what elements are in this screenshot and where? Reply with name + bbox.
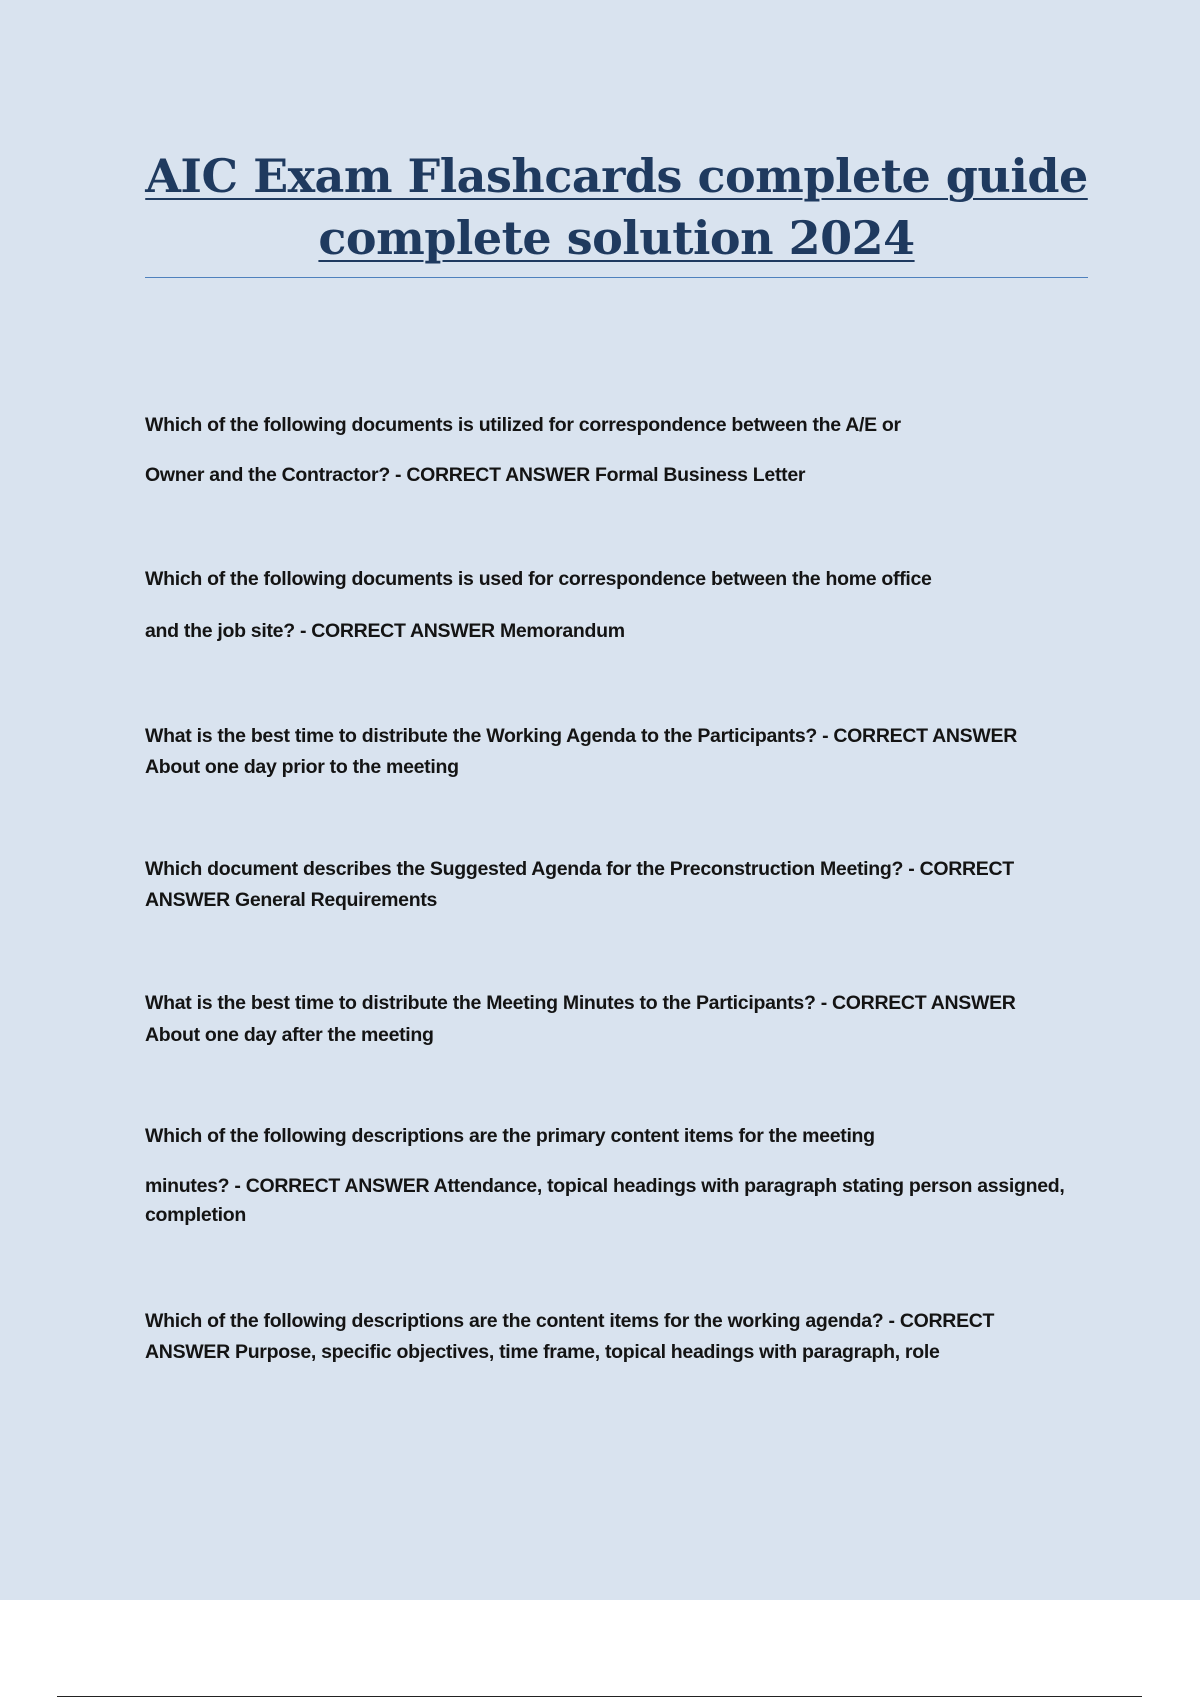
- flashcard-line: What is the best time to distribute the Meeting Minutes to the Participants? - CORRECT ANSWER: [145, 992, 1016, 1014]
- flashcard-line: What is the best time to distribute the Working Agenda to the Participants? - CORRECT ANSWER: [145, 725, 1017, 747]
- flashcard-item: [145, 412, 1085, 488]
- flashcard-line: completion: [145, 1204, 247, 1226]
- flashcard-item: [145, 721, 1085, 783]
- flashcard-item: [145, 566, 1085, 644]
- flashcard-line: ANSWER General Requirements: [145, 889, 438, 911]
- flashcard-line: Which of the following descriptions are the content items for the working agenda? - CORRECT: [145, 1310, 995, 1332]
- flashcard-line: About one day prior to the meeting: [145, 756, 459, 778]
- document-title: [145, 145, 1088, 269]
- title-divider: [145, 277, 1088, 278]
- flashcard-line: Which of the following documents is used for correspondence between the home office: [145, 568, 932, 590]
- flashcard-line: Which document describes the Suggested Agenda for the Preconstruction Meeting? - CORRECT: [145, 858, 1014, 880]
- flashcard-line: ANSWER Purpose, specific objectives, time frame, topical headings with paragraph, role: [145, 1341, 940, 1363]
- title-line-2: complete solution 2024: [318, 211, 915, 265]
- flashcard-line: minutes? - CORRECT ANSWER Attendance, topical headings with paragraph stating person assigned,: [145, 1175, 1065, 1197]
- flashcard-line: and the job site? - CORRECT ANSWER Memorandum: [145, 620, 625, 642]
- flashcard-item: [145, 1306, 1085, 1368]
- flashcard-line: Which of the following documents is utilized for correspondence between the A/E or: [145, 414, 901, 436]
- flashcard-line: Which of the following descriptions are the primary content items for the meeting: [145, 1125, 875, 1147]
- flashcard-line: Owner and the Contractor? - CORRECT ANSWER Formal Business Letter: [145, 464, 806, 486]
- flashcard-item: [145, 1123, 1085, 1231]
- flashcard-line: About one day after the meeting: [145, 1024, 434, 1046]
- flashcard-item: [145, 987, 1085, 1051]
- title-line-1: AIC Exam Flashcards complete guide: [145, 149, 1088, 203]
- footer-divider: [57, 1696, 1142, 1697]
- flashcard-item: [145, 854, 1085, 916]
